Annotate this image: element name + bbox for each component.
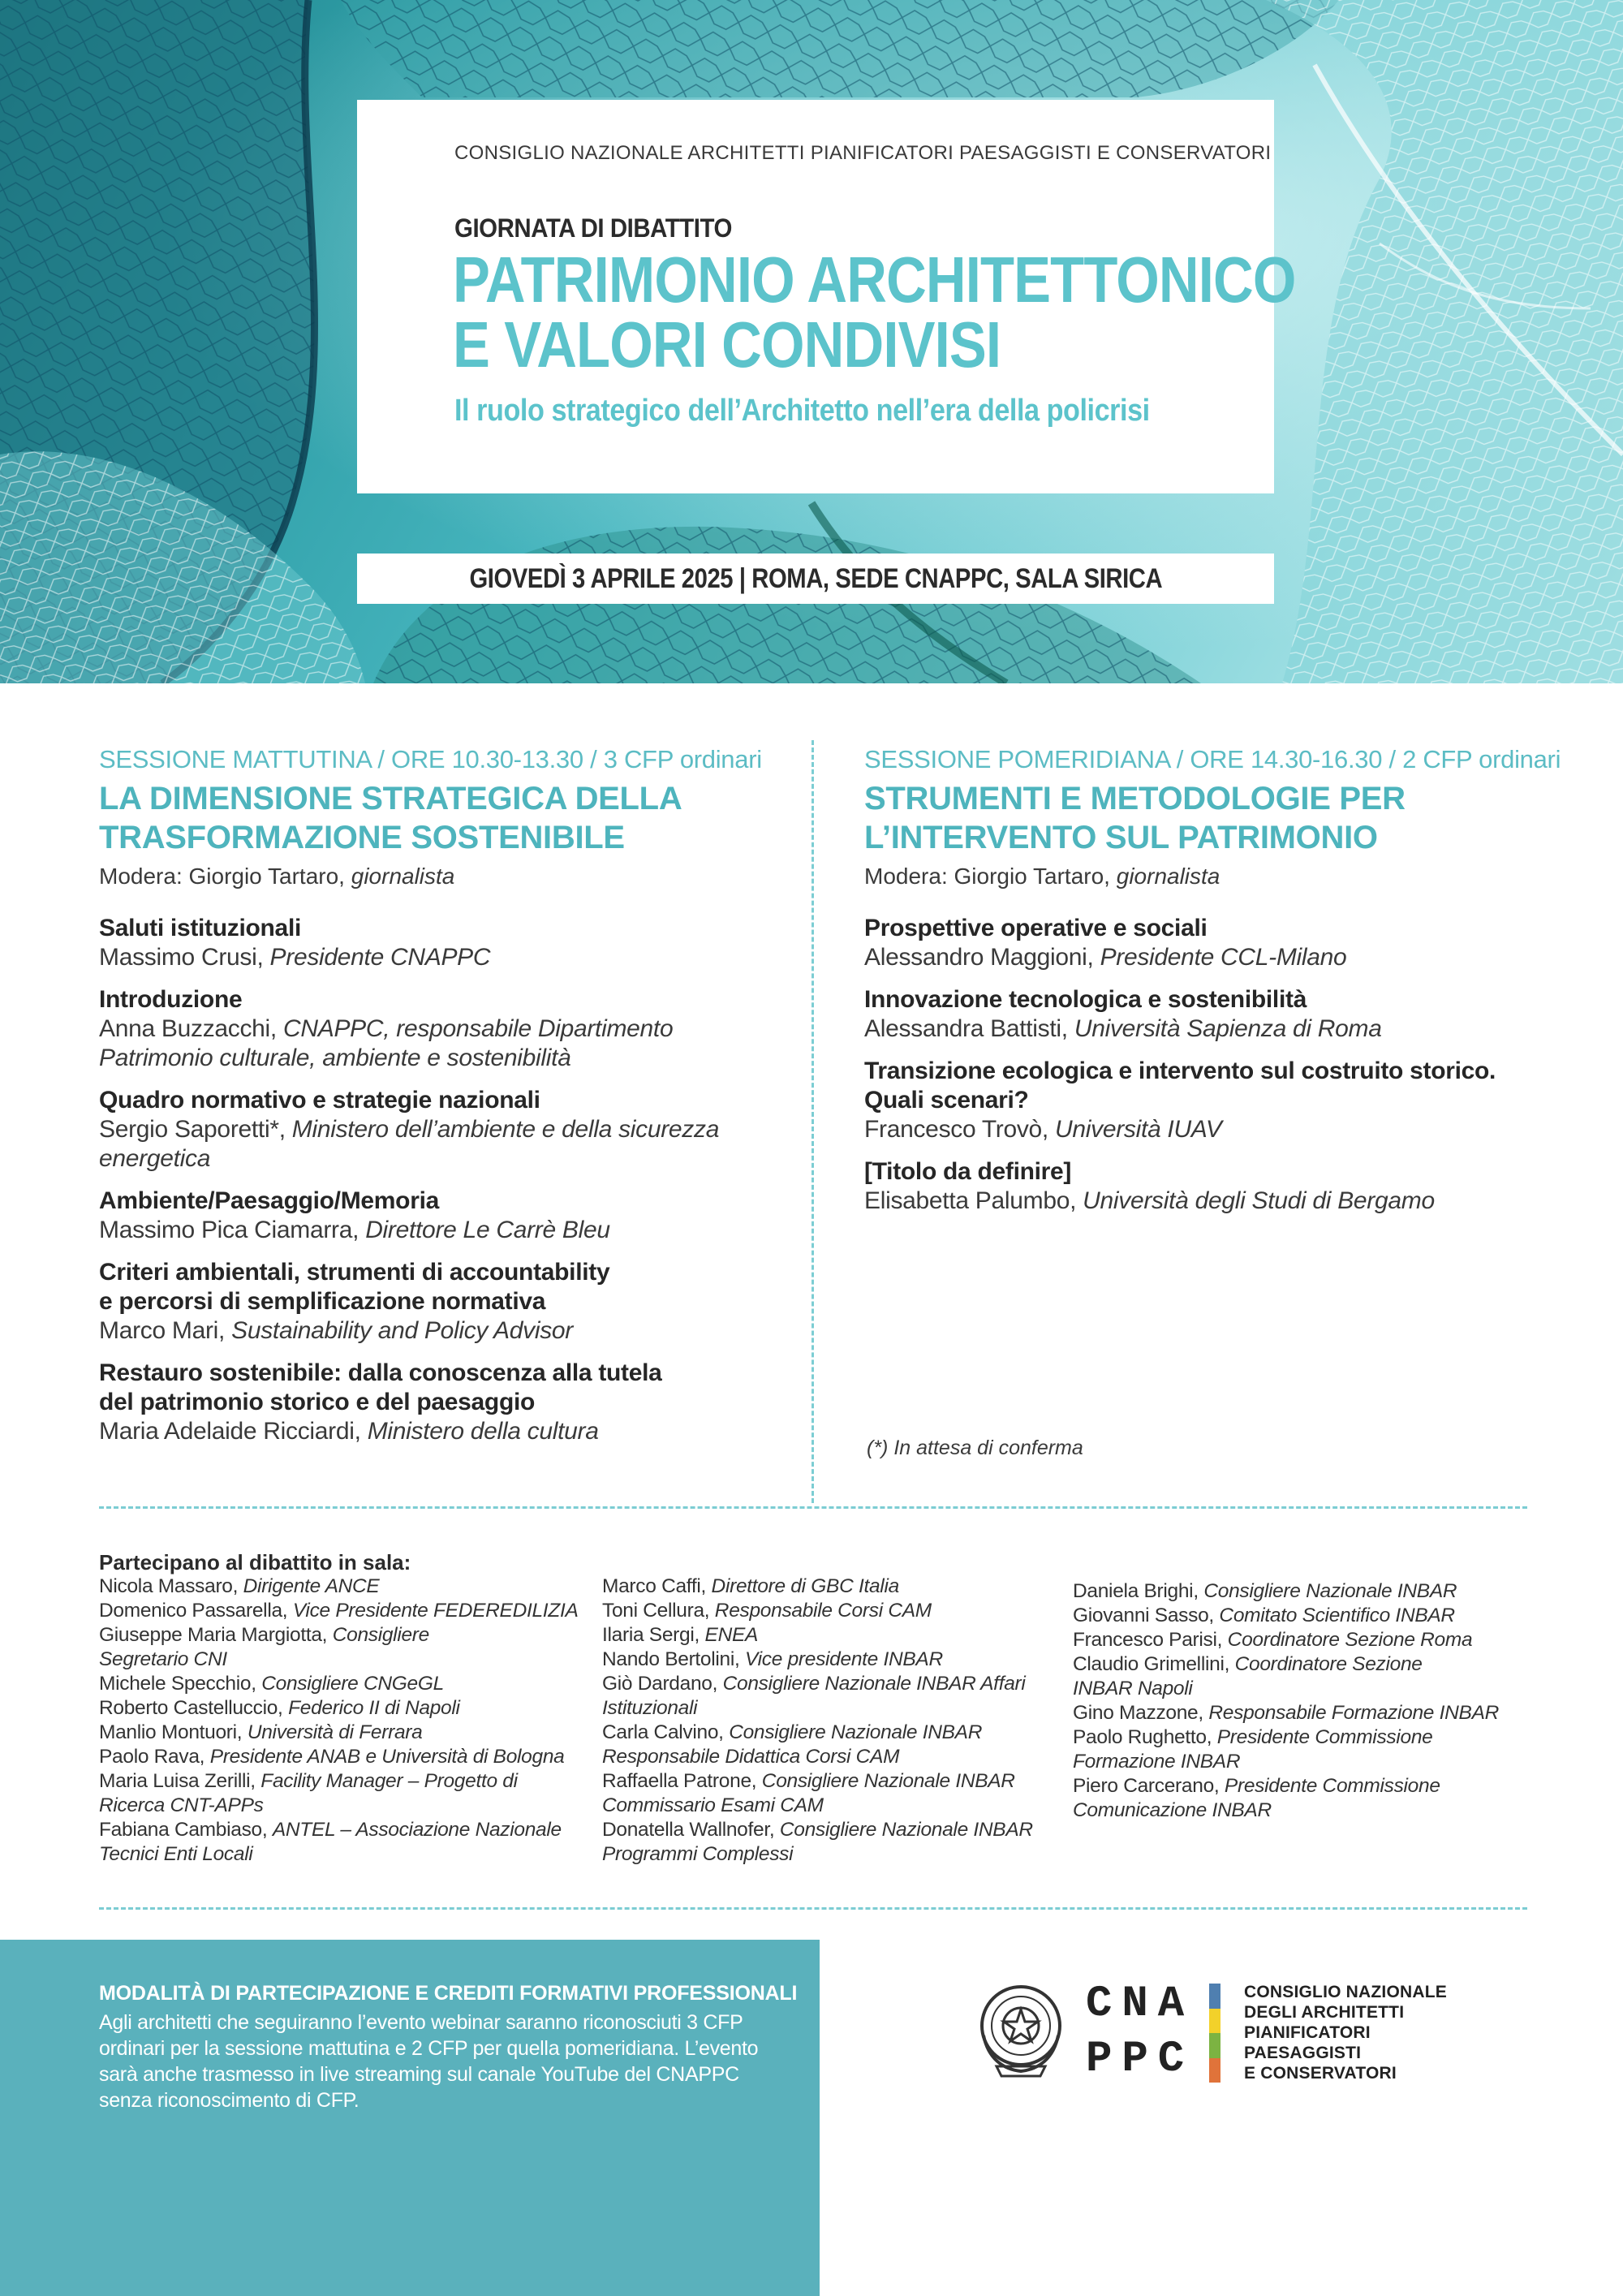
participant-item: Domenico Passarella, Vice Presidente FEDEREDILIZIA [99, 1600, 579, 1622]
organization-name: CONSIGLIO NAZIONALE ARCHITETTI PIANIFICATORI PAESAGGISTI E CONSERVATORI [454, 142, 1272, 164]
talk-speaker: Massimo Pica Ciamarra, Direttore Le Carrè Bleu [99, 1217, 610, 1243]
participant-item: Carla Calvino, Consigliere Nazionale INBAR Responsabile Didattica Corsi CAM [602, 1721, 983, 1768]
session-title-line2: TRASFORMAZIONE SOSTENIBILE [99, 820, 625, 855]
participant-item: Michele Specchio, Consigliere CNGeGL [99, 1673, 444, 1695]
info-heading: MODALITÀ DI PARTECIPAZIONE E CREDITI FORMATIVI PROFESSIONALI [99, 1982, 798, 2005]
talk-title: Innovazione tecnologica e sostenibilità [864, 986, 1307, 1013]
session-header: SESSIONE MATTUTINA / ORE 10.30-13.30 / 3 CFP ordinari [99, 745, 762, 773]
participant-item: Giuseppe Maria Margiotta, Consigliere Segretario CNI [99, 1624, 429, 1670]
talk-item [99, 1086, 797, 1174]
horizontal-divider [99, 1907, 1527, 1910]
participant-item: Fabiana Cambiaso, ANTEL – Associazione Nazionale Tecnici Enti Locali [99, 1819, 562, 1865]
footnote: (*) In attesa di conferma [867, 1437, 1083, 1459]
logo-color-bar [1209, 1984, 1220, 2083]
talk-title: Restauro sostenibile: dalla conoscenza alla tutela del patrimonio storico e del paesaggio [99, 1359, 662, 1415]
date-location-bar [357, 554, 1274, 604]
talk-item [864, 914, 1562, 972]
talk-speaker: Anna Buzzacchi, CNAPPC, responsabile Dipartimento Patrimonio culturale, ambiente e sostenibilità [99, 1015, 674, 1071]
participant-item: Ilaria Sergi, ENEA [602, 1624, 759, 1646]
participant-item: Toni Cellura, Responsabile Corsi CAM [602, 1600, 932, 1622]
talk-item [99, 1187, 797, 1245]
talk-speaker: Marco Mari, Sustainability and Policy Advisor [99, 1317, 573, 1344]
participant-item: Raffaella Patrone, Consigliere Nazionale INBAR Commissario Esami CAM [602, 1770, 1015, 1816]
participant-item: Marco Caffi, Direttore di GBC Italia [602, 1575, 899, 1597]
logo-color-segment [1209, 2033, 1220, 2058]
cnappc-logo-letters: CNA PPC [1086, 1979, 1195, 2084]
session-header: SESSIONE POMERIDIANA / ORE 14.30-16.30 / 2 CFP ordinari [864, 745, 1561, 773]
participants-column [602, 1574, 1057, 1867]
afternoon-session [864, 745, 1562, 1229]
event-title [453, 243, 1296, 381]
participants-heading: Partecipano al dibattito in sala: [99, 1550, 411, 1574]
logo-organization-text: CONSIGLIO NAZIONALE DEGLI ARCHITETTI PIANIFICATORI PAESAGGISTI E CONSERVATORI [1244, 1983, 1447, 2083]
talk-list [99, 914, 797, 1446]
logo-color-segment [1209, 2009, 1220, 2034]
event-type: GIORNATA DI DIBATTITO [454, 213, 732, 243]
talk-item [99, 1359, 797, 1446]
talk-list [864, 914, 1562, 1216]
talk-speaker: Francesco Trovò, Università IUAV [864, 1116, 1222, 1143]
talk-speaker: Massimo Crusi, Presidente CNAPPC [99, 944, 491, 971]
participation-info-box [0, 1940, 820, 2296]
participant-item: Giovanni Sasso, Comitato Scientifico INBAR [1073, 1605, 1455, 1626]
participant-item: Maria Luisa Zerilli, Facility Manager – Progetto di Ricerca CNT-APPs [99, 1770, 518, 1816]
talk-speaker: Sergio Saporetti*, Ministero dell’ambiente e della sicurezza energetica [99, 1116, 720, 1172]
participant-item: Francesco Parisi, Coordinatore Sezione Roma [1073, 1629, 1473, 1651]
info-body: Agli architetti che seguiranno l’evento webinar saranno riconosciuti 3 CFP ordinari per la sessione mattutina e 2 CFP per quella pomeridiana. L’evento sarà anche trasmesso in live streaming sul canale YouTube del CNAPPC senza riconoscimento di CFP. [99, 2011, 759, 2112]
title-card [357, 100, 1296, 493]
session-title-line2: L’INTERVENTO SUL PATRIMONIO [864, 820, 1378, 855]
participants-column [1073, 1579, 1527, 1823]
logo-color-segment [1209, 1984, 1220, 2009]
talk-item [864, 985, 1562, 1044]
participant-item: Donatella Wallnofer, Consigliere Nazionale INBAR Programmi Complessi [602, 1819, 1033, 1865]
participant-item: Roberto Castelluccio, Federico II di Napoli [99, 1697, 460, 1719]
talk-item [864, 1157, 1562, 1216]
talk-speaker: Elisabetta Palumbo, Università degli Studi di Bergamo [864, 1187, 1435, 1214]
participant-item: Gino Mazzone, Responsabile Formazione INBAR [1073, 1702, 1500, 1724]
talk-title: Quadro normativo e strategie nazionali [99, 1087, 540, 1114]
participant-item: Manlio Montuori, Università di Ferrara [99, 1721, 423, 1743]
talk-title: Ambiente/Paesaggio/Memoria [99, 1187, 439, 1214]
participant-item: Giò Dardano, Consigliere Nazionale INBAR Affari Istituzionali [602, 1673, 1026, 1719]
talk-speaker: Alessandro Maggioni, Presidente CCL-Milano [864, 944, 1347, 971]
vertical-divider [812, 740, 814, 1503]
event-subtitle: Il ruolo strategico dell’Architetto nell’era della policrisi [454, 394, 1150, 428]
talk-title: Introduzione [99, 986, 243, 1013]
participant-item: Piero Carcerano, Presidente Commissione Comunicazione INBAR [1073, 1775, 1440, 1821]
session-moderator: Modera: Giorgio Tartaro, giornalista [99, 864, 455, 889]
morning-session [99, 745, 797, 1459]
session-title-line1: STRUMENTI E METODOLOGIE PER [864, 781, 1406, 816]
session-moderator: Modera: Giorgio Tartaro, giornalista [864, 864, 1220, 889]
participant-item: Daniela Brighi, Consigliere Nazionale INBAR [1073, 1580, 1457, 1602]
italian-republic-emblem-icon [972, 1979, 1070, 2083]
talk-item [99, 1258, 797, 1346]
hero-banner [0, 0, 1623, 683]
participant-item: Paolo Rava, Presidente ANAB e Università di Bologna [99, 1746, 565, 1768]
session-title [864, 779, 1562, 857]
talk-item [99, 914, 797, 972]
participant-item: Nicola Massaro, Dirigente ANCE [99, 1575, 380, 1597]
session-title-line1: LA DIMENSIONE STRATEGICA DELLA [99, 781, 682, 816]
participant-item: Nando Bertolini, Vice presidente INBAR [602, 1648, 943, 1670]
talk-speaker: Maria Adelaide Ricciardi, Ministero della cultura [99, 1418, 599, 1445]
horizontal-divider [99, 1506, 1527, 1509]
talk-item [99, 985, 797, 1073]
session-title [99, 779, 797, 857]
event-title-line1: PATRIMONIO ARCHITETTONICO [453, 243, 1296, 316]
date-location: GIOVEDÌ 3 APRILE 2025 | ROMA, SEDE CNAPPC, SALA SIRICA [469, 563, 1162, 594]
talk-title: Prospettive operative e sociali [864, 915, 1208, 941]
talk-item [864, 1057, 1562, 1144]
talk-speaker: Alessandra Battisti, Università Sapienza di Roma [864, 1015, 1382, 1042]
talk-title: Saluti istituzionali [99, 915, 302, 941]
talk-title: Criteri ambientali, strumenti di accountability e percorsi di semplificazione normativa [99, 1259, 610, 1315]
event-title-line2: E VALORI CONDIVISI [453, 308, 1001, 381]
participant-item: Claudio Grimellini, Coordinatore Sezione INBAR Napoli [1073, 1653, 1423, 1699]
participants-column [99, 1574, 586, 1867]
logo-color-segment [1209, 2058, 1220, 2083]
participant-item: Paolo Rughetto, Presidente Commissione Formazione INBAR [1073, 1726, 1433, 1773]
talk-title: [Titolo da definire] [864, 1158, 1072, 1185]
talk-title: Transizione ecologica e intervento sul costruito storico. Quali scenari? [864, 1058, 1496, 1114]
